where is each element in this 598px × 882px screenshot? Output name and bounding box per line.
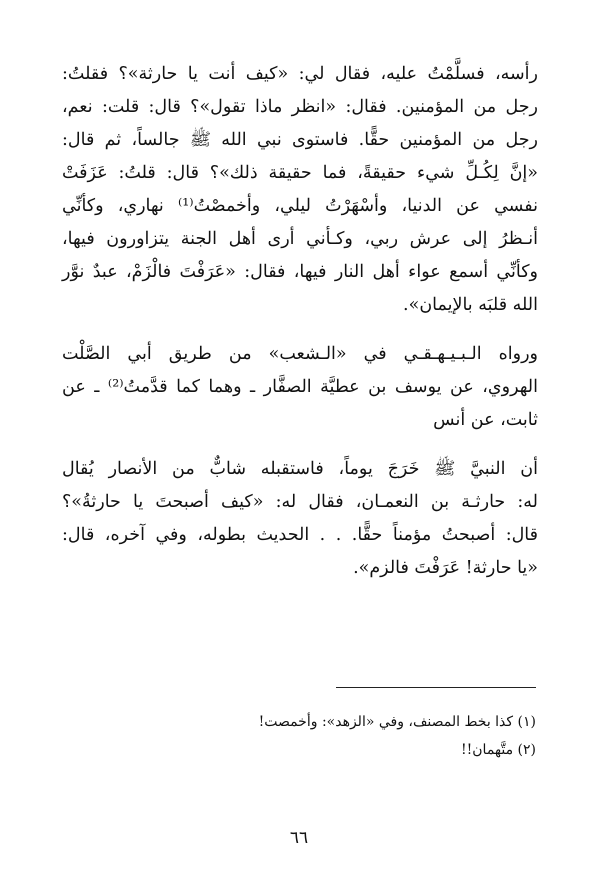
text-line: ورواه الـبـيـهـقـي في «الـشعب» من طريق أبي الصَّلْت [62, 344, 538, 364]
footnote-1: (١) كذا بخط المصنف، وفي «الزهد»: وأخمصت! [258, 714, 536, 730]
paragraph-2 [62, 338, 538, 437]
text-line: رجل من المؤمنين حقًّا. فاستوى نبي الله ﷺ جالساً، ثم قال: [62, 130, 538, 150]
footnotes [60, 708, 536, 764]
text-line: قال: أصبحتُ مؤمناً حقًّا. . . الحديث بطوله، وفي آخره، قال: [62, 525, 538, 545]
text-line: أنـظرُ إلى عرش ربي، وكـأني أرى أهل الجنة يتزاورون فيها، [62, 229, 538, 249]
text-line: وكأنِّي أسمع عواء أهل النار فيها، فقال: «عَرَفْتَ فالْزَمْ، عبدٌ نوَّر [62, 262, 538, 282]
text-line: أن النبيَّ ﷺ خَرَجَ يوماً، فاستقبله شابٌّ من الأنصار يُقال [62, 459, 538, 479]
text-line: الهروي، عن يوسف بن عطيَّة الصفَّار ـ وهما كما قدَّمتُ⁽²⁾ ـ عن [62, 377, 538, 397]
page-body [62, 58, 538, 585]
page-number: ٦٦ [289, 828, 309, 848]
text-line: له: حارثـة بن النعمـان، فقال له: «كيف أصبحتَ يا حارثةُ»؟ [62, 492, 538, 512]
text-line: رأسه، فسلَّمْتُ عليه، فقال لي: «كيف أنت يا حارثة»؟ فقلتُ: [62, 64, 538, 84]
text-line: نفسي عن الدنيا، وأسْهَرْتُ ليلي، وأخمصْتُ⁽¹⁾ نهاري، وكأنِّي [62, 196, 539, 216]
text-line: الله قلبَه بالإيمان». [403, 295, 538, 315]
paragraph-1 [62, 58, 538, 322]
text-line: «يا حارثة! عَرَفْتَ فالزم». [353, 558, 538, 578]
footnote-divider [336, 687, 536, 688]
paragraph-3 [62, 453, 538, 585]
text-line: رجل من المؤمنين. فقال: «انظر ماذا تقول»؟ قال: قلت: نعم، [62, 97, 538, 117]
footnote-2: (٢) متَّهمان!! [461, 742, 536, 758]
text-line: ثابت، عن أنس [433, 410, 538, 430]
text-line: «إنَّ لِكُـلِّ شيء حقيقةً، فما حقيقة ذلك»؟ قال: قلتُ: عَزَفَتْ [62, 163, 538, 183]
